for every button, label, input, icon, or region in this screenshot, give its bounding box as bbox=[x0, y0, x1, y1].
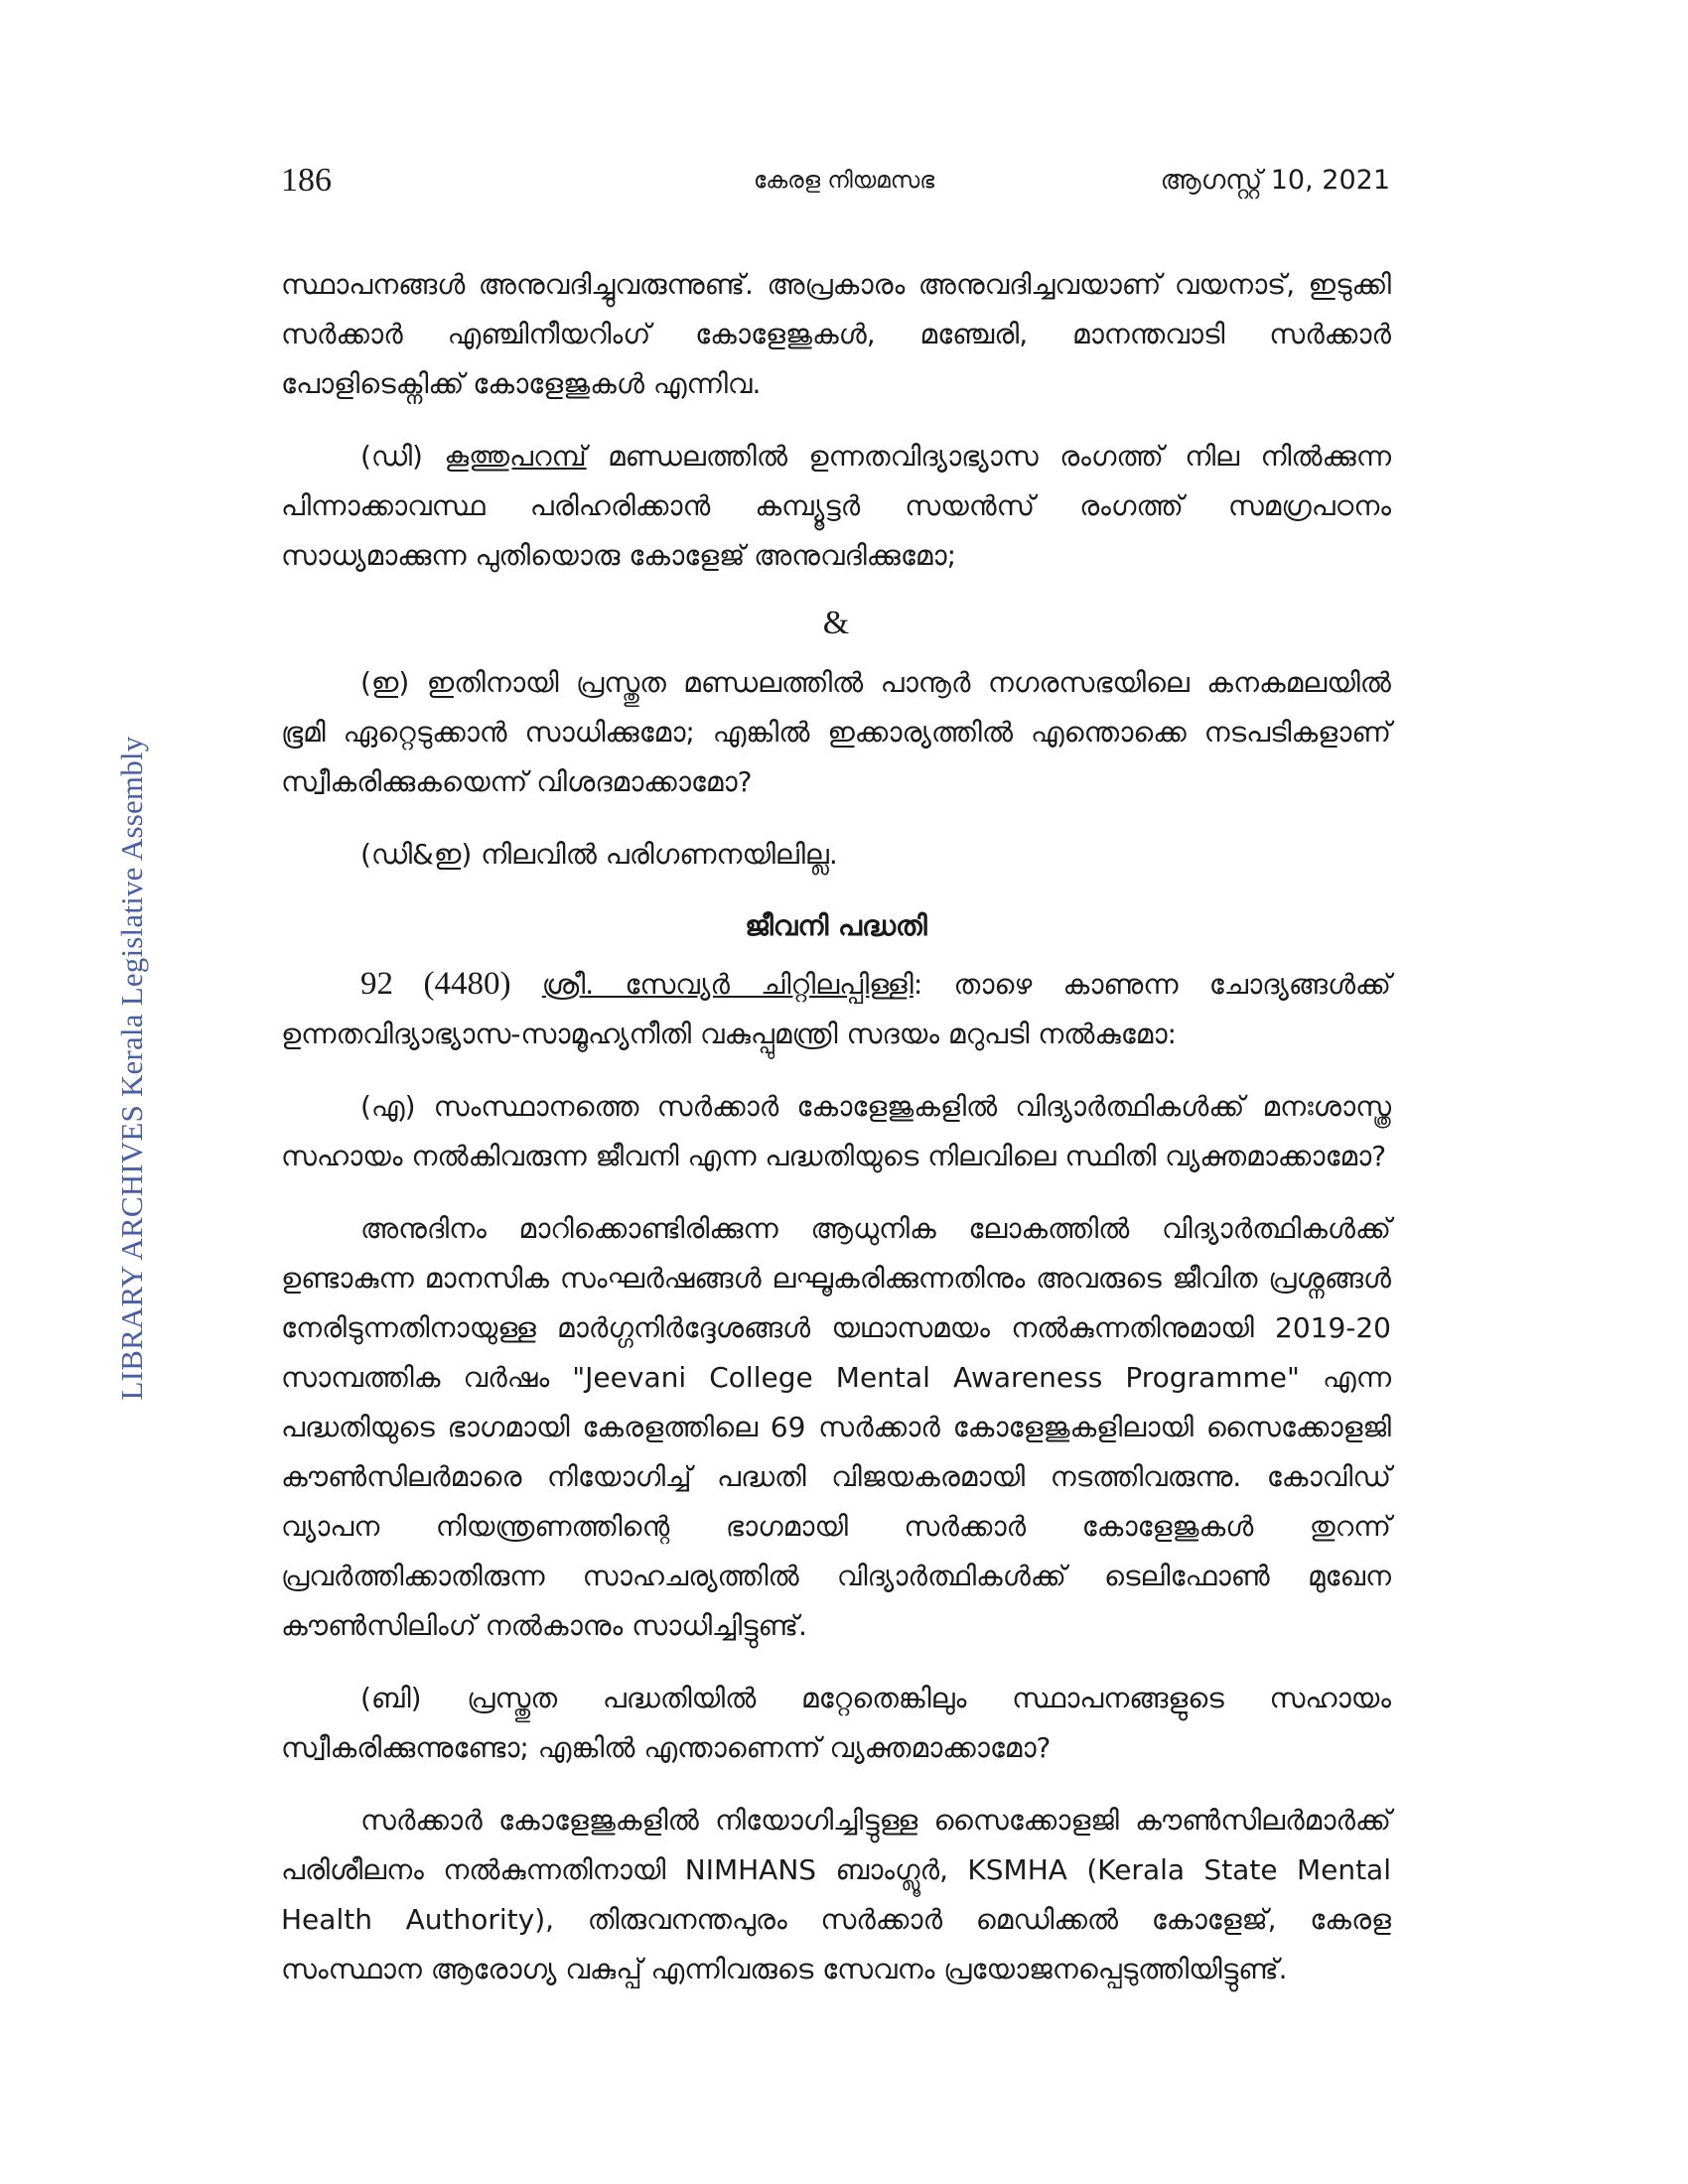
question-a: (എ) സംസ്ഥാനത്തെ സർക്കാർ കോളേജുകളിൽ വിദ്യാർത്ഥികൾക്ക് മനഃശാസ്ത്ര സഹായം നൽകിവരുന്ന ജീവനി എന്ന പദ്ധതിയുടെ നിലവിലെ സ്ഥിതി വ്യക്തമാക്കാമോ? bbox=[281, 1090, 1391, 1172]
question-b: (ബി) പ്രസ്തുത പദ്ധതിയിൽ മറ്റേതെങ്കിലും സ്ഥാപനങ്ങളുടെ സഹായം സ്വീകരിക്കുന്നുണ്ടോ; എങ്കിൽ എന്താണെന്ന് വ്യക്തമാക്കാമോ? bbox=[281, 1682, 1391, 1764]
section-heading: ജീവനി പദ്ധതി bbox=[745, 909, 927, 942]
page-header-date: ആഗസ്റ്റ് 10, 2021 bbox=[1160, 165, 1390, 196]
document-body bbox=[281, 260, 1391, 1994]
answer-a: അനുദിനം മാറിക്കൊണ്ടിരിക്കുന്ന ആധുനിക ലോകത്തിൽ വിദ്യാർത്ഥികൾക്ക് ഉണ്ടാകുന്ന മാനസിക സംഘർഷങ്ങൾ ലഘൂകരിക്കുന്നതിനും അവരുടെ ജീവിത പ്രശ്നങ്ങൾ നേരിടുന്നതിനായുള്ള മാർഗ്ഗനിർദ്ദേശങ്ങൾ യഥാസമയം നൽകുന്നതിനുമായി 2019-20 സാമ്പത്തിക വർഷം "Jeevani College Mental Awareness Programme" എന്ന പദ്ധതിയുടെ ഭാഗമായി കേരളത്തിലെ 69 സർക്കാർ കോളേജുകളിലായി സൈക്കോളജി കൗൺസിലർമാരെ നിയോഗിച്ച് പദ്ധതി വിജയകരമായി നടത്തിവരുന്നു. കോവിഡ് വ്യാപന നിയന്ത്രണത്തിന്റെ ഭാഗമായി സർക്കാർ കോളേജുകൾ തുറന്ന് പ്രവർത്തിക്കാതിരുന്ന സാഹചര്യത്തിൽ വിദ്യാർത്ഥികൾക്ക് ടെലിഫോൺ മുഖേന കൗൺസിലിംഗ് നൽകാനും സാധിച്ചിട്ടുണ്ട്. bbox=[281, 1212, 1391, 1642]
question-92-text: : താഴെ കാണുന്ന ചോദ്യങ്ങൾക്ക് ഉന്നതവിദ്യാഭ്യാസ-സാമൂഹ്യനീതി വകുപ്പുമന്ത്രി സദയം മറുപടി നൽകുമോ: bbox=[281, 968, 1392, 1050]
question-e: (ഇ) ഇതിനായി പ്രസ്തുത മണ്ഡലത്തിൽ പാനൂർ നഗരസഭയിലെ കനകമലയിൽ ഭൂമി ഏറ്റെടുക്കാൻ സാധിക്കുമോ; എങ്കിൽ ഇക്കാര്യത്തിൽ എന്തൊക്കെ നടപടികളാണ് സ്വീകരിക്കുകയെന്ന് വിശദമാക്കാമോ? bbox=[281, 666, 1391, 798]
archive-watermark: LIBRARY ARCHIVES Kerala Legislative Assembly bbox=[114, 736, 149, 1401]
member-name: ശ്രീ. സേവ്യർ ചിറ്റിലപ്പിള്ളി bbox=[541, 968, 914, 1001]
constituency-name: കൂത്തുപറമ്പ് bbox=[444, 440, 587, 473]
paragraph-continuation: സ്ഥാപനങ്ങൾ അനുവദിച്ചുവരുന്നുണ്ട്. അപ്രകാരം അനുവദിച്ചവയാണ് വയനാട്, ഇടുക്കി സർക്കാർ എഞ്ചിനീയറിംഗ് കോളേജുകൾ, മഞ്ചേരി, മാനന്തവാടി സർക്കാർ പോളിടെക്നിക്ക് കോളേജുകൾ എന്നിവ. bbox=[281, 268, 1391, 400]
page-number: 186 bbox=[281, 162, 332, 199]
question-92-intro bbox=[281, 959, 1391, 1059]
question-d-label: (ഡി) bbox=[360, 440, 445, 473]
page-header-title: കേരള നിയമസഭ bbox=[753, 168, 935, 194]
answer-b: സർക്കാർ കോളേജുകളിൽ നിയോഗിച്ചിട്ടുള്ള സൈക്കോളജി കൗൺസിലർമാർക്ക് പരിശീലനം നൽകുന്നതിനായി NIMHANS ബാംഗ്ലൂർ, KSMHA (Kerala State Mental Health Authority), തിരുവനന്തപുരം സർക്കാർ മെഡിക്കൽ കോളേജ്, കേരള സംസ്ഥാന ആരോഗ്യ വകുപ്പ് എന്നിവരുടെ സേവനം പ്രയോജനപ്പെടുത്തിയിട്ടുണ്ട്. bbox=[281, 1804, 1391, 1985]
question-d bbox=[281, 432, 1391, 581]
question-number: 92 (4480) bbox=[360, 966, 511, 1002]
question-d-text: മണ്ഡലത്തിൽ ഉന്നതവിദ്യാഭ്യാസ രംഗത്ത് നില നിൽക്കുന്ന പിന്നാക്കാവസ്ഥ പരിഹരിക്കാൻ കമ്പ്യൂട്ടർ സയൻസ് രംഗത്ത് സമഗ്രപഠനം സാധ്യമാക്കുന്ന പുതിയൊരു കോളേജ് അനുവദിക്കുമോ; bbox=[281, 440, 1392, 572]
ampersand-separator: & bbox=[822, 605, 850, 641]
answer-d-e: (ഡി&ഇ) നിലവിൽ പരിഗണനയിലില്ല. bbox=[360, 838, 838, 871]
